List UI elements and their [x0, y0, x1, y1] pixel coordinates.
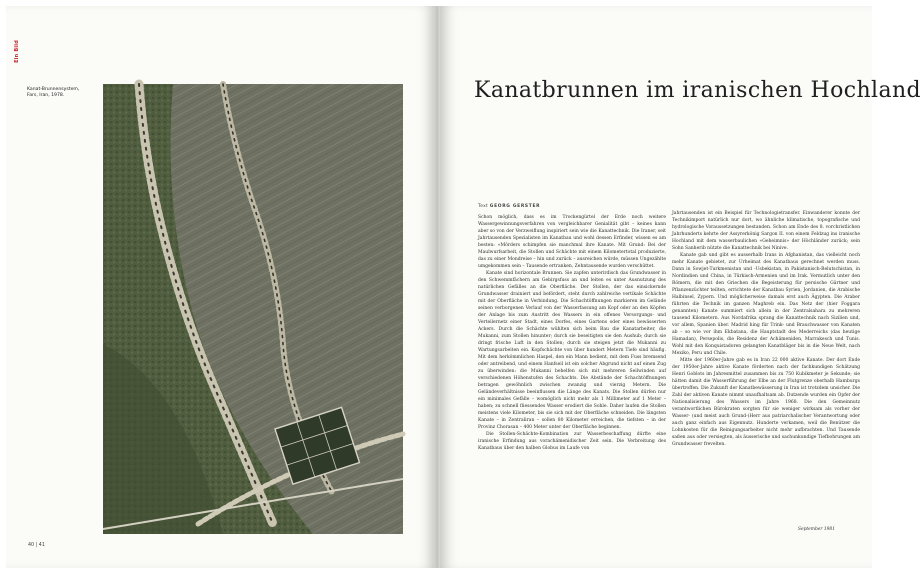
aerial-photo	[103, 84, 403, 534]
paragraph: Jahrtausenden ist ein Beispiel für Technologietransfer. Einwanderer konnte der Technikimport natürlich nur dort, wo ähnliche klimatische, topografische und hydrologische Voraussetzungen bestanden. Schon am Ende des 8. vorchristlichen Jahrhunderts kehrte der Assyrerkönig Sargon II. von einem Feldzug ins iranische Hochland mit dem wasserbaulichen «Geheimnis» der Höchländer zurück; sein Sohn Sanherib nützte die Kanattechnik bei Ninive.	[672, 211, 860, 251]
dateline: September 1981	[798, 527, 836, 532]
page-folio: 40 | 41	[28, 543, 45, 548]
article-title: Kanatbrunnen im iranischen Hochland	[474, 78, 921, 103]
paragraph: Mitte der 1960er-Jahre gab es in Iran 22 000 aktive Kanate. Der dort Ende der 1950er-Jahre aktive Kanate förderten nach der fachkundigen Schätzung Henri Goblots im Jahresmittel zusammen bis zu 750 Kubikmeter je Sekunde; sie hätten damit die Wasserführung der Elbe an der Flutgrenze oberhalb Hamburgs übertroffen. Die Zukunft der Kanatbewässerung in Iran ist trotzdem unsicher. Die Zahl der aktiven Kanate nimmt unaufhaltsam ab. Dutzende wurden ein Opfer der Nationalisierung des Wassers im Jahre 1968. Die den Gemeinnutz verantwortlichen Bürokraten sorgten für sie weniger wirksam als vorher der Wasser- (und meist auch Grund-)Herr aus patriarchalischer Verantwortung oder auch ganz einfach aus Eigennutz. Hunderte verkamen, weil die Benützer die Lohnkosten für die Reinigungsarbeiter nicht mehr aufbrachten. Und Tausende saßen aus oder versiegten, als äusserische und sachunkundige Tiefbohrungen am Grundwasser frevelten.	[672, 358, 860, 447]
byline-author: GEORG GERSTER	[489, 204, 541, 209]
text-column-1	[478, 214, 666, 452]
paragraph: Schon möglich, dass es im Trockengürtel der Erde noch weitere Wassergewinnungsverfahren von vergleichbarer Genialität gibt – keines kann aber so von der Verzweiflung inspiriert sein wie die Kanattechnik. Die Iraner, seit Jahrtausenden Spezialisten im Kanatbau und wohl dessen Erfinder, wissen es am besten: «Mörders schimpfen sie manchmal ihre Kanate. Mit Grund: Bei der Maulwurfsarbeit, die Stollen und Schächte mit einem Kilometertotal produzierte, das zu einer Mondreise – hin und zurück – ausreichen würde, müssen Ungezählte umgekommen sein – Tausende ertranken, Zehntausende wurden verschüttet.	[478, 215, 666, 269]
right-page	[440, 6, 921, 568]
paragraph: Die Stollen-Schächte-Kombination zur Wasserbeschaffung dürfte eine iranische Erfindung aus vorachämenidischer Zeit sein. Die Verbreitung des Kanatbaus über den halben Globus im Laufe von	[478, 432, 666, 451]
text-column-2	[672, 210, 860, 448]
photo-caption: Kanat-Brunnensystem, Fars, Iran, 1978.	[27, 87, 80, 98]
byline-prefix: Text	[478, 204, 489, 209]
paragraph: Kanate sind horizontale Brunnen. Sie zapfen unterirdisch das Grundwasser in den Schwemmfächern am Gebirgsfuss an und leiten es unter Ausnutzung des natürlichen Gefälles an die Oberfläche. Der Stollen, der das einsickernde Grundwasser drainiert und befördert, steht durch zahlreiche vertikale Schächte mit der Oberfläche in Verbindung. Die Schachtöffnungen markieren im Gelände seinen verborgenen Verlauf von der Wasserfassung am Kopf oder an den Köpfen der Anlage bis zum Austritt des Wassers in ein offenes Versorgungs- und Verteilernetz einer Stadt, eines Dorfes, eines Gartens oder eines bewässerten Ackers. Durch die Schächte wühlten sich beim Bau die Kanatarbeiter, die Mukanni, zum Stollen hinunter; durch sie beseitigten sie den Aushub; durch sie dringt frische Luft in den Stollen; durch sie steigen jetzt die Mukanni zu Wartungsarbeiten ein. Kopfschächte von über hundert Metern Tiefe sind häufig. Mit dem herkömmlichen Haspel, den ein Mann bedient, mit dem Fuss bremsend oder antreibend, und einem Hanfseil ist ein solcher Abgrund nicht auf einen Zug zu überwinden: die Mukanni behelfen sich mit mehreren Seilwinden auf verschiedenen Höhenstufen des Schachts. Die Abstände der Schachtöffnungen betragen gewöhnlich zwischen zwanzig und vierzig Metern. Die Geländeverhältnisse beeinflussen die Länge des Kanats. Die Stollen dürfen nur ein minimales Gefälle – womöglich nicht mehr als 1 Millimeter auf 1 Meter – haben; zu schnell fliessendes Wasser erodiert die Sohle. Daher laufen die Stollen meistens viele Kilometer, bis sie sich mit der Oberfläche schneiden. Die längsten Kanate – in Zentraliran – sollen 80 Kilometer erreichen, die tiefsten – in der Provinz Chorasan – 400 Meter unter der Oberfläche beginnen.	[478, 271, 666, 430]
byline	[478, 204, 540, 209]
paragraph: Kanate gab und gibt es ausserhalb Irans in Afghanistan, das vielleicht noch mehr Kanate gebietet, zur Urheimat des Kanatbaus gerechnet werden muss. Dann in Sowjet-Turkmenistan und -Usbekistan, in Pakistanisch-Belutschistan, in Nordindien und China, in Türkisch-Armenien und im Irak. Vermutlich unter den Römern, die mit den Griechen die Begeisterung für persische Gärtner und Pflanzenzüchter teilten, errichtete der Kanatbau Syrien, Jordanien, die Arabische Halbinsel, Zypern. Und möglicherweise damals erst auch Ägypten. Die Araber führten die Technik im ganzen Maghreb ein. Das Netz der (hier Foggara genannten) Kanate summiert sich allein in der Zentralsahara zu mehreren tausend Kilometern. Aus Nordafrika sprang die Kanattechnik nach Sizilien und, vor allem, Spanien über. Madrid hing für Trink- und Brauchwasser von Kanaten ab – so wie vor ihm Ekbatana, die Hauptstadt des Mederreichs (das heutige Hamadan), Persepolis, die Residenz der Achämeniden, Marrakesch und Tunis. Wohl mit den Konquistadoren gelangten Kanatbläger bis in die Neue Welt, nach Mexiko, Peru und Chile.	[672, 253, 860, 356]
section-rubric: Ein Bild	[14, 40, 20, 63]
left-page	[6, 6, 434, 568]
